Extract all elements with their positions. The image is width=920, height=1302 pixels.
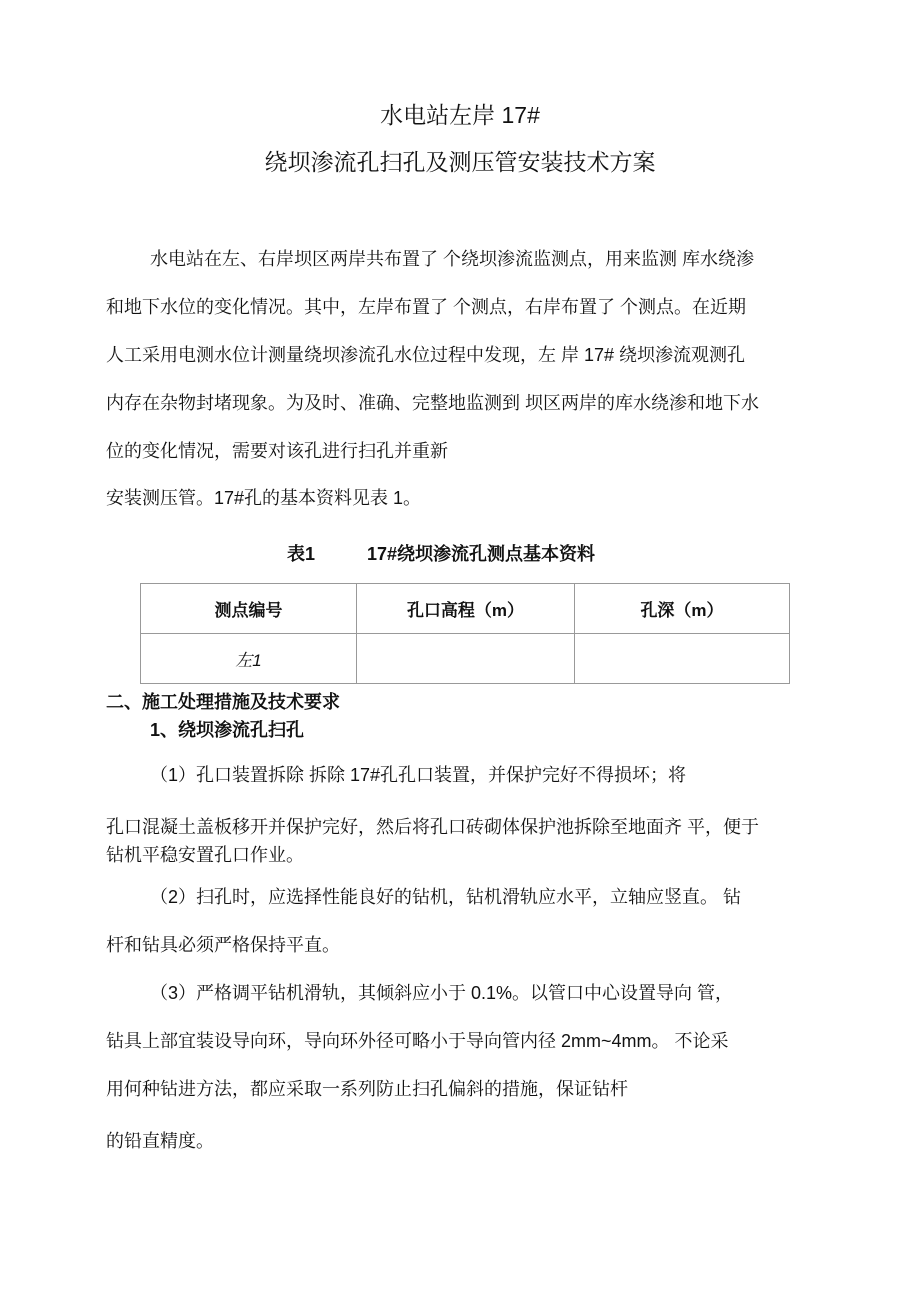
header-cell: 孔深（m） [575,584,790,634]
body-line: 的铅直精度。 [106,1131,214,1151]
table-cell: 左1 [141,634,357,684]
subsection-heading: 1、绕坝渗流孔扫孔 [150,720,305,740]
intro-line: 人工采用电测水位计测量绕坝渗流孔水位过程中发现，左 岸 17# 绕坝渗流观测孔 [106,345,746,365]
intro-line: 安装测压管。17#孔的基本资料见表 1。 [106,488,422,508]
data-table [140,583,790,684]
section-heading: 二、施工处理措施及技术要求 [106,692,340,712]
body-line: 钻机平稳安置孔口作业。 [106,845,304,865]
table-caption-title: 17#绕坝渗流孔测点基本资料 [367,544,596,564]
table-caption-number: 表1 [287,544,316,564]
title-line-1: 水电站左岸 17# [380,102,540,128]
header-cell: 孔口高程（m） [357,584,575,634]
intro-line: 位的变化情况，需要对该孔进行扫孔并重新 [106,441,448,461]
body-line: 用何种钻进方法，都应采取一系列防止扫孔偏斜的措施，保证钻杆 [106,1079,628,1099]
table-cell [357,634,575,684]
body-line: （1）孔口装置拆除 拆除 17#孔孔口装置，并保护完好不得损坏；将 [150,765,687,785]
body-line: 孔口混凝土盖板移开并保护完好，然后将孔口砖砌体保护池拆除至地面齐 平，便于 [106,817,759,837]
title-line-2: 绕坝渗流孔扫孔及测压管安装技术方案 [264,149,656,175]
body-line: （3）严格调平钻机滑轨，其倾斜应小于 0.1%。以管口中心设置导向 管， [150,983,734,1003]
intro-line: 内存在杂物封堵现象。为及时、准确、完整地监测到 坝区两岸的库水绕渗和地下水 [106,393,759,413]
intro-line: 和地下水位的变化情况。其中，左岸布置了 个测点，右岸布置了 个测点。在近期 [106,297,746,317]
body-line: 杆和钻具必须严格保持平直。 [106,935,340,955]
table-header-row [141,584,790,634]
header-cell: 测点编号 [141,584,357,634]
body-line: 钻具上部宜装设导向环，导向环外径可略小于导向管内径 2mm~4mm。 不论采 [106,1031,729,1051]
table-row [141,634,790,684]
table-cell [575,634,790,684]
body-line: （2）扫孔时，应选择性能良好的钻机，钻机滑轨应水平，立轴应竖直。 钻 [150,887,742,907]
intro-line: 水电站在左、右岸坝区两岸共布置了 个绕坝渗流监测点，用来监测 库水绕渗 [150,249,754,269]
